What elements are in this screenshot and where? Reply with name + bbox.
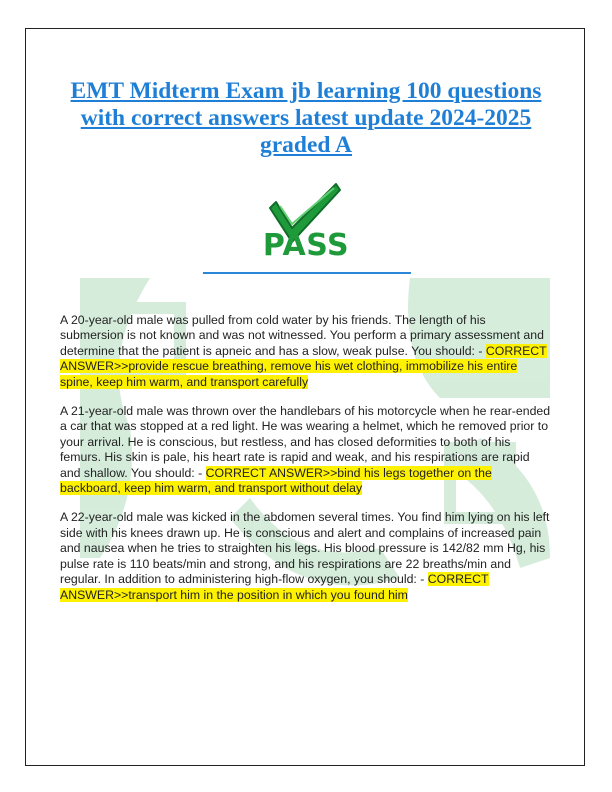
question-text: A 21-year-old male was thrown over the handlebars of his motorcycle when he rear-ended a car that was stopped at a red light. He was wearing a helmet, which he removed prior to your arrival. He is conscious, but restless, and has closed deformities to both of his femurs. His skin is pale, his heart rate is rapid and weak, and his respirations are rapid and shallow. You should: - [60, 404, 551, 480]
qa-item [60, 510, 552, 602]
pass-label: PASS [262, 228, 350, 263]
document-title: EMT Midterm Exam jb learning 100 questions with correct answers latest update 2024-2025 graded A [70, 78, 542, 158]
question-text: A 20-year-old male was pulled from cold water by his friends. The length of his submersion is not known and was not witnessed. You perform a primary assessment and determine that the patient is apneic and has a slow, weak pulse. You should: - [60, 313, 544, 358]
question-text: A 22-year-old male was kicked in the abdomen several times. You find him lying on his left side with his knees drawn up. He is conscious and alert and complains of increased pain and nausea when he tries to straighten his legs. His blood pressure is 142/82 mm Hg, his pulse rate is 110 beats/min and strong, and his respirations are 22 breaths/min and regular. In addition to administering high-flow oxygen, you should: - [60, 510, 550, 587]
correct-answer: CORRECT ANSWER>>provide rescue breathing, remove his wet clothing, immobilize his entire spine, keep him warm, and transport carefully [60, 343, 547, 389]
correct-answer: CORRECT ANSWER>>transport him in the position in which you found him [60, 572, 489, 602]
qa-item [60, 404, 552, 496]
title-divider [203, 272, 411, 274]
qa-item [60, 313, 552, 390]
qa-list [60, 313, 552, 617]
correct-answer: CORRECT ANSWER>>bind his legs together on the backboard, keep him warm, and transport without delay [60, 465, 492, 496]
